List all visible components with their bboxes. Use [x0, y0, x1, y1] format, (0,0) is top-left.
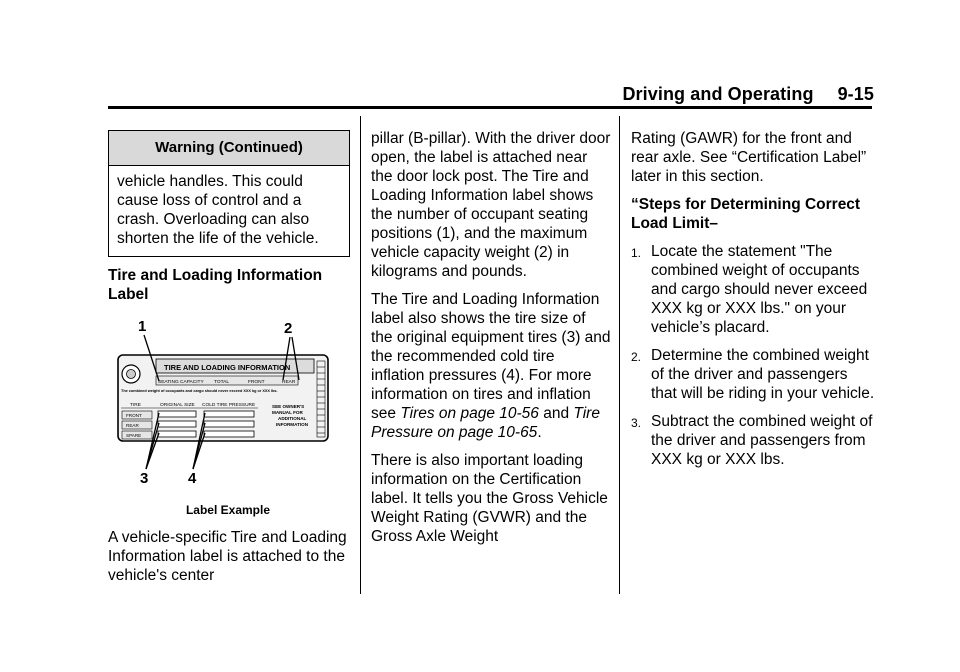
callout-4: 4 [188, 470, 197, 487]
column-1-heading [108, 266, 348, 313]
tire-col-head: TIRE [130, 403, 141, 408]
callout-1: 1 [138, 318, 147, 335]
warning-body: vehicle handles. This could cause loss of control and a crash. Overloading can also shorten the life of the vehicle. [117, 173, 319, 247]
section-title: Driving and Operating [622, 84, 814, 104]
page-number: 9-15 [837, 84, 874, 104]
label-title: TIRE AND LOADING INFORMATION [164, 363, 291, 372]
step-item [631, 242, 875, 337]
seating-total-label: TOTAL [214, 380, 230, 385]
rear-row-label: REAR [126, 423, 139, 428]
steps-heading: “Steps for Determining Correct Load Limit– [631, 196, 861, 232]
step-text: Locate the statement "The combined weight of occupants and cargo should never exceed XXX kg or XXX lbs." on your vehicle’s placard. [651, 243, 868, 336]
tire-label-figure [112, 315, 346, 495]
front-row-label: FRONT [126, 413, 142, 418]
header-rule [108, 106, 872, 109]
column-2-paragraph-3: There is also important loading information on the Certification label. It tells you the Gross Vehicle Weight Rating (GVWR) and the Gross Axle Weight [371, 452, 608, 545]
column-2-paragraph-1: pillar (B-pillar). With the driver door open, the label is attached near the door lock post. The Tire and Loading Information label shows the number of occupant seating positions (1), and the maximum vehicle capacity weight (2) in kilograms and pounds. [371, 130, 611, 280]
column-3 [631, 129, 875, 478]
step-item [631, 412, 875, 469]
seating-front-label: FRONT [248, 380, 265, 385]
manual-text-3: ADDITIONAL [278, 416, 307, 421]
combined-weight-text: The combined weight of occupants and cargo should never exceed XXX kg or XXX lbs. [121, 389, 278, 393]
column-divider-2 [619, 116, 620, 594]
steps-list [631, 242, 875, 469]
step-number: 2. [631, 350, 642, 364]
manual-text-1: SEE OWNER'S [272, 404, 305, 409]
column-2 [371, 129, 611, 555]
pressure-col-head: COLD TIRE PRESSURE [202, 403, 256, 408]
step-item [631, 346, 875, 403]
callout-2: 2 [284, 320, 293, 337]
step-number: 3. [631, 416, 642, 430]
figure-caption: Label Example [185, 503, 271, 517]
column-divider-1 [360, 116, 361, 594]
step-text: Subtract the combined weight of the driver and passengers from XXX kg or XXX lbs. [651, 413, 873, 468]
step-number: 1. [631, 246, 642, 260]
tires-page-reference: Tires on page 10-56 [400, 405, 539, 422]
seating-capacity-label: SEATING CAPACITY [158, 380, 204, 385]
manual-text-4: INFORMATION [276, 422, 309, 427]
warning-box [108, 130, 350, 257]
spare-row-label: SPARE [126, 433, 142, 438]
column-3-paragraph-1: Rating (GAWR) for the front and rear axle. See “Certification Label” later in this section. [631, 130, 867, 185]
column-1-body [108, 528, 348, 594]
size-col-head: ORIGINAL SIZE [160, 403, 195, 408]
step-text: Determine the combined weight of the driver and passengers that will be riding in your vehicle. [651, 347, 875, 402]
tire-pressure-page-reference: Tire Pressure on page 10-65 [371, 405, 600, 441]
column-1-paragraph: A vehicle-specific Tire and Loading Information label is attached to the vehicle's center [108, 529, 347, 584]
column-2-paragraph-2: The Tire and Loading Information label also shows the tire size of the original equipment tires (3) and the recommended cold tire inflation pressures (4). For more information on tires and inflation see Tires on page 10-56 and Tire Pressure on page 10-65. [371, 291, 611, 441]
manual-text-2: MANUAL FOR [272, 410, 303, 415]
warning-title: Warning (Continued) [109, 131, 349, 166]
seating-rear-label: REAR [282, 380, 296, 385]
callout-3: 3 [140, 470, 149, 487]
running-header [604, 84, 874, 105]
section-heading: Tire and Loading Information Label [108, 267, 323, 303]
